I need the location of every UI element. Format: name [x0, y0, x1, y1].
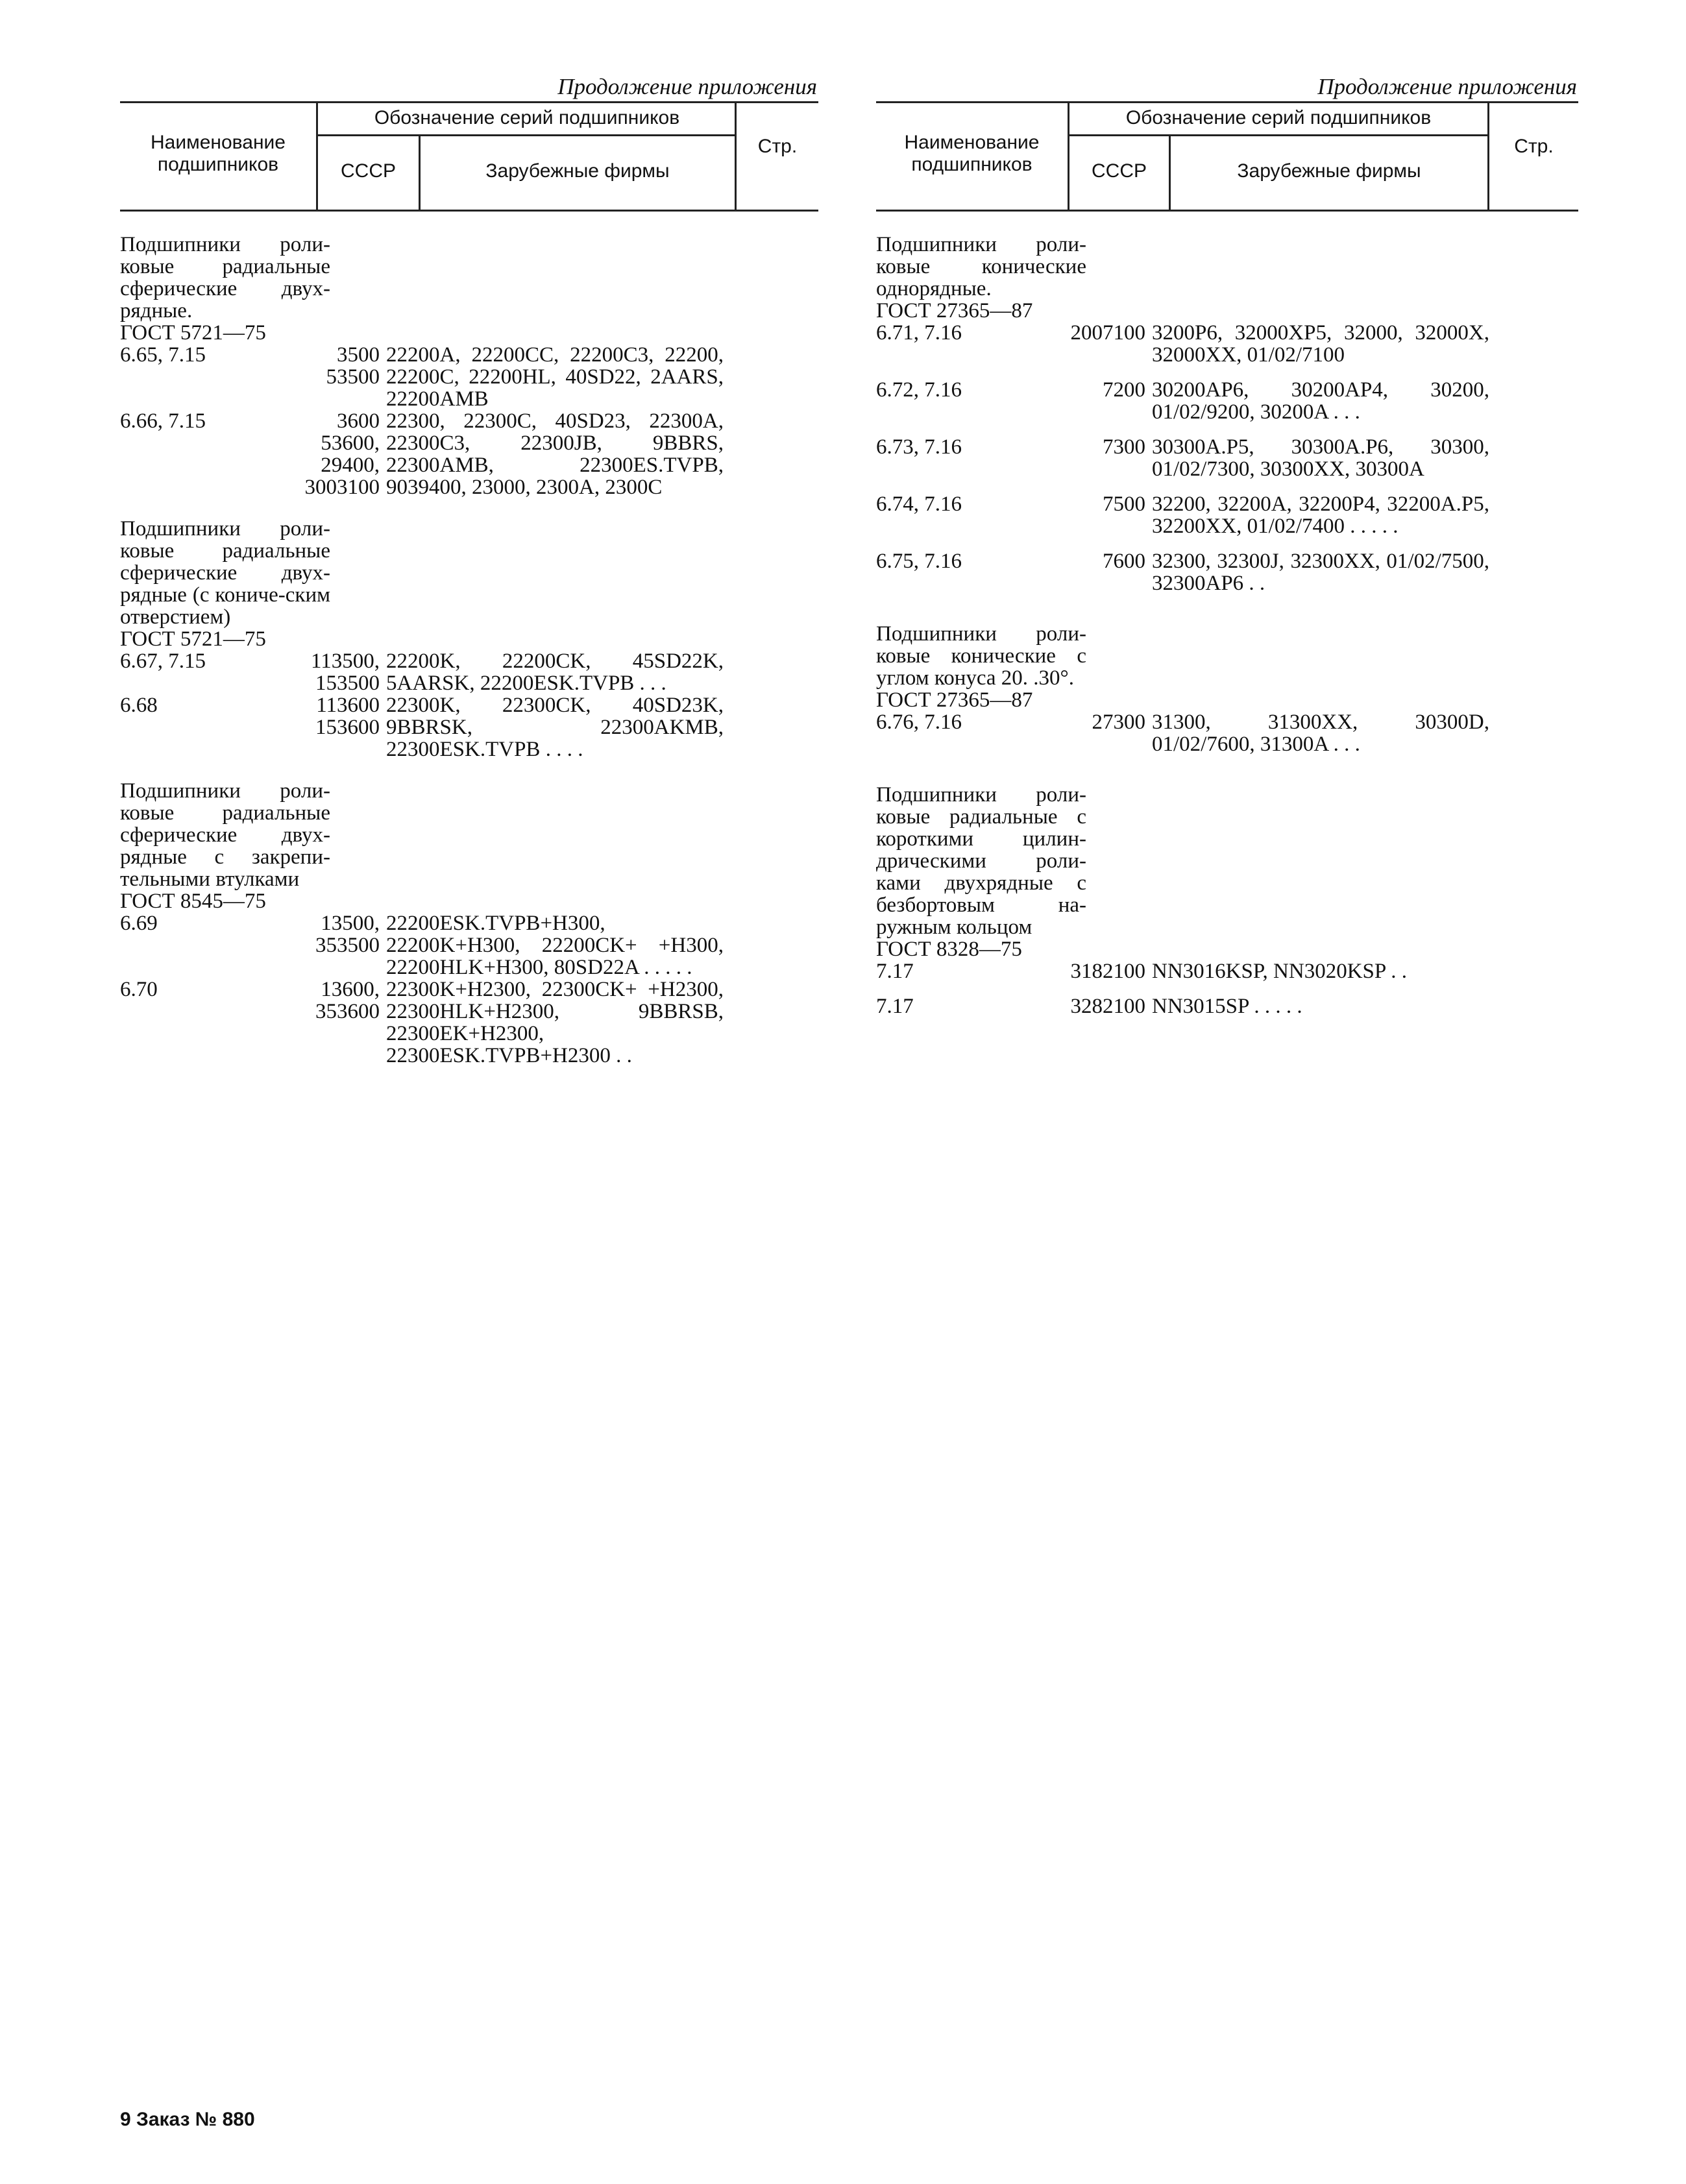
foreign-series: 22200K, 22200CK, 45SD22K, 5AARSK, 22200ESK.TVPB . . .	[386, 649, 724, 695]
series-col-header: Обозначение серий подшипников	[1125, 107, 1432, 128]
page-refs: 6.73, 7.16	[876, 435, 962, 459]
foreign-series: 30300A.P5, 30300A.P6, 30300, 01/02/7300, 30300XX, 30300A	[1152, 435, 1489, 481]
ussr-series: 13500, 353500	[315, 912, 380, 957]
ussr-series: 113600 153600	[315, 694, 380, 739]
table-row	[120, 694, 818, 760]
page-refs: 6.66, 7.15	[120, 409, 206, 433]
page-refs: 6.76, 7.16	[876, 710, 962, 734]
left-table-body	[120, 234, 818, 1067]
page-refs: 6.72, 7.16	[876, 378, 962, 402]
page-col-header: Стр.	[1514, 136, 1554, 157]
table-row	[876, 960, 1578, 982]
gost-reference: ГОСТ 5721—75	[120, 627, 266, 651]
foreign-series: 22200A, 22200CC, 22200C3, 22200, 22200C, 22200HL, 40SD22, 2AARS, 22200AMB	[386, 343, 724, 411]
group-title: Подшипники роли-ковые радиальные сферические двух-рядные (с кониче-ским отверстием)	[120, 517, 330, 629]
foreign-col-header: Зарубежные фирмы	[485, 160, 670, 182]
page-footer: 9 Заказ № 880	[120, 2109, 255, 2130]
gost-reference: ГОСТ 8328—75	[876, 938, 1022, 961]
left-column	[120, 73, 818, 1067]
gost-reference: ГОСТ 5721—75	[120, 321, 266, 345]
foreign-series: 31300, 31300XX, 30300D, 01/02/7600, 31300A . . .	[1152, 710, 1489, 756]
table-row	[120, 410, 818, 498]
table-row	[876, 711, 1578, 755]
foreign-series: 22200ESK.TVPB+H300, 22200K+H300, 22200CK+ +H300, 22200HLK+H300, 80SD22A . . . . .	[386, 912, 724, 979]
group-title: Подшипники роли-ковые радиальные сферические двух-рядные.	[120, 233, 330, 322]
foreign-series: 22300, 22300C, 40SD23, 22300A, 22300C3, 22300JB, 9BBRS, 22300AMB, 22300ES.TVPB, 9039400, 23000, 2300A, 2300C	[386, 409, 724, 499]
table-header	[876, 103, 1578, 212]
foreign-series: 32200, 32200A, 32200P4, 32200A.P5, 32200XX, 01/02/7400 . . . . .	[1152, 492, 1489, 538]
ussr-series: 3282100	[1070, 995, 1145, 1018]
ussr-series: 7300	[1103, 435, 1145, 459]
foreign-series: 3200P6, 32000XP5, 32000, 32000X, 32000XX, 01/02/7100	[1152, 321, 1489, 367]
page-refs: 7.17	[876, 995, 914, 1018]
table-row	[876, 436, 1578, 480]
ussr-series: 7200	[1103, 378, 1145, 402]
page-refs: 6.71, 7.16	[876, 321, 962, 345]
group-title: Подшипники роли-ковые конические с углом конуса 20. .30°.	[876, 622, 1086, 690]
foreign-series: 32300, 32300J, 32300XX, 01/02/7500, 32300AP6 . .	[1152, 550, 1489, 595]
table-row	[876, 995, 1578, 1017]
table-row	[876, 550, 1578, 594]
ussr-series: 113500, 153500	[310, 649, 380, 695]
foreign-series: NN3015SP . . . . .	[1152, 995, 1302, 1018]
table-row	[876, 493, 1578, 537]
group-title: Подшипники роли-ковые радиальные с короткими цилин-дрическими роли-ками двухрядные с безбортовым на-ружным кольцом	[876, 783, 1086, 939]
foreign-series: 22300K+H2300, 22300CK+ +H2300, 22300HLK+H2300, 9BBRSB, 22300EK+H2300, 22300ESK.TVPB+H2300 . .	[386, 978, 724, 1067]
page-col-header: Стр.	[757, 136, 798, 157]
ussr-col-header: СССР	[1091, 160, 1147, 182]
page-refs: 6.67, 7.15	[120, 649, 206, 673]
right-table-body	[876, 234, 1578, 1017]
ussr-series: 2007100	[1070, 321, 1145, 345]
gost-reference: ГОСТ 8545—75	[120, 890, 266, 913]
foreign-series: NN3016KSP, NN3020KSP . .	[1152, 960, 1408, 983]
ussr-series: 7500	[1103, 492, 1145, 516]
name-col-header: Наименование подшипников	[904, 132, 1040, 175]
ussr-series: 27300	[1092, 710, 1145, 734]
name-col-header: Наименование подшипников	[151, 132, 286, 175]
group-title: Подшипники роли-ковые конические однорядные.	[876, 233, 1086, 300]
group-title: Подшипники роли-ковые радиальные сферические двух-рядные с закрепи-тельными втулками	[120, 779, 330, 891]
table-header	[120, 103, 818, 212]
page-refs: 6.70	[120, 978, 158, 1001]
table-row	[120, 344, 818, 410]
ussr-series: 3600 53600, 29400, 3003100	[304, 409, 380, 499]
ussr-series: 3182100	[1070, 960, 1145, 983]
ussr-series: 13600, 353600	[315, 978, 380, 1023]
table-row	[120, 978, 818, 1067]
table-row	[120, 912, 818, 978]
gost-reference: ГОСТ 27365—87	[876, 299, 1033, 322]
foreign-series: 30200AP6, 30200AP4, 30200, 01/02/9200, 30200A . . .	[1152, 378, 1489, 424]
table-row	[876, 379, 1578, 423]
page-refs: 6.65, 7.15	[120, 343, 206, 367]
foreign-col-header: Зарубежные фирмы	[1237, 160, 1421, 182]
gost-reference: ГОСТ 27365—87	[876, 688, 1033, 712]
ussr-col-header: СССР	[340, 160, 396, 182]
page-refs: 6.68	[120, 694, 158, 717]
page-refs: 6.74, 7.16	[876, 492, 962, 516]
table-row	[120, 650, 818, 694]
table-row	[876, 322, 1578, 366]
page-refs: 6.69	[120, 912, 158, 935]
continuation-label: Продолжение приложения	[120, 73, 818, 103]
continuation-label: Продолжение приложения	[876, 73, 1578, 103]
ussr-series: 3500 53500	[326, 343, 380, 389]
right-column	[876, 73, 1578, 1017]
series-col-header: Обозначение серий подшипников	[374, 107, 680, 128]
page-refs: 6.75, 7.16	[876, 550, 962, 573]
foreign-series: 22300K, 22300CK, 40SD23K, 9BBRSK, 22300AKMB, 22300ESK.TVPB . . . .	[386, 694, 724, 761]
ussr-series: 7600	[1103, 550, 1145, 573]
page-refs: 7.17	[876, 960, 914, 983]
